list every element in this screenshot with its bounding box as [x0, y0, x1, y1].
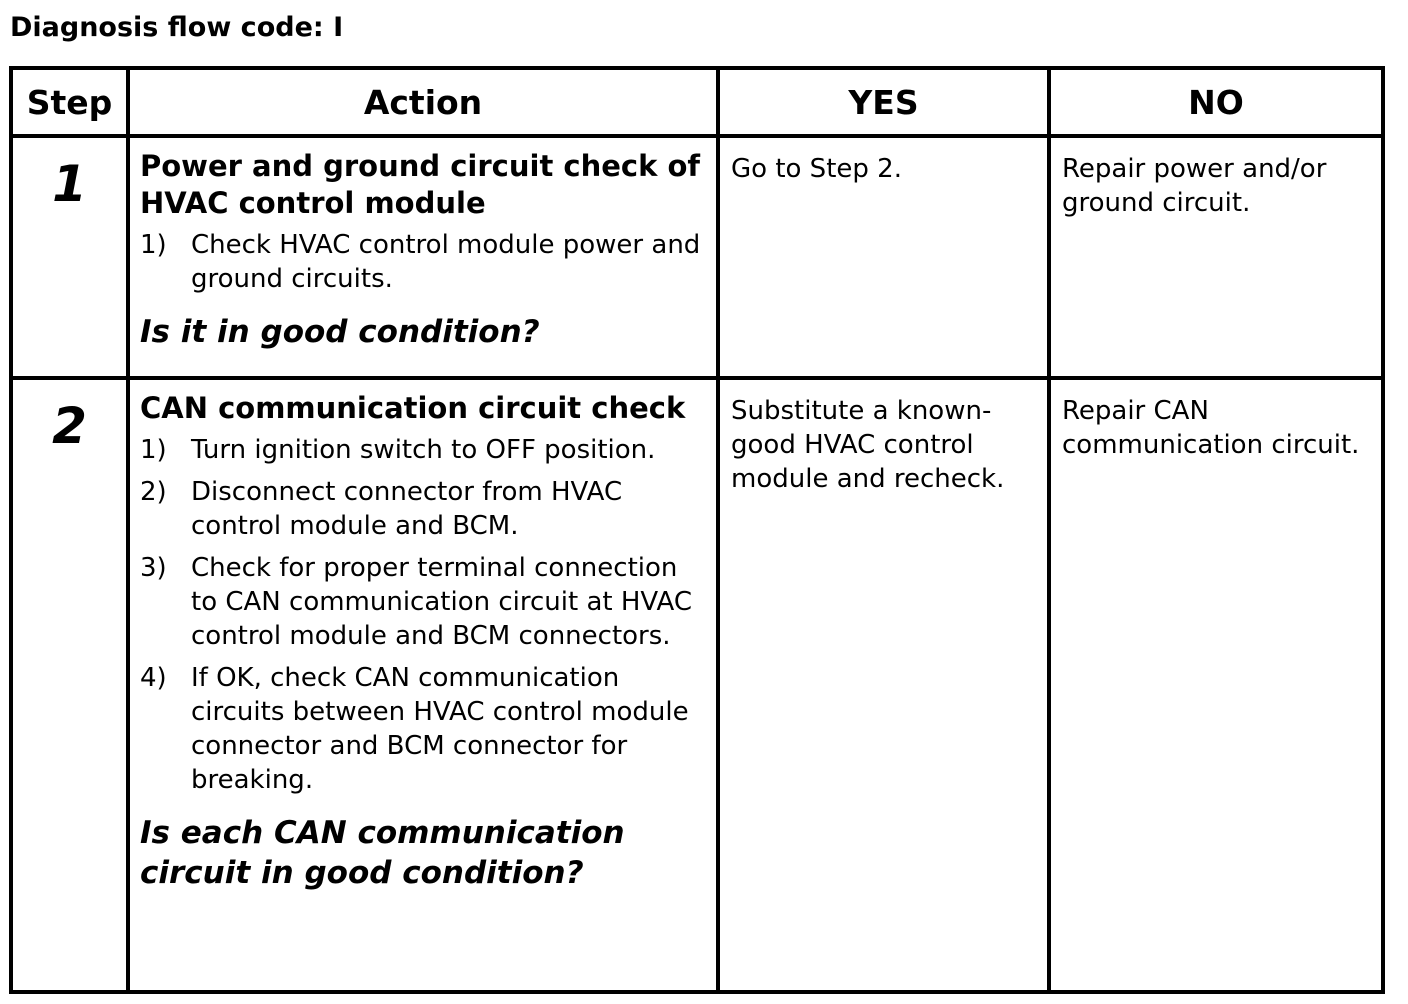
step-number: 2: [11, 378, 128, 992]
header-row: [11, 68, 1383, 136]
table-row: [11, 378, 1383, 992]
yes-cell: Go to Step 2.: [718, 136, 1049, 378]
sub-step-text: Check for proper terminal connection to CAN communication circuit at HVAC control module and BCM connectors.: [191, 553, 692, 651]
action-heading: CAN communication circuit check: [140, 391, 686, 425]
yes-cell: Substitute a known-good HVAC control module and recheck.: [718, 378, 1049, 992]
sub-step-list: [140, 228, 706, 296]
sub-step: [140, 228, 706, 296]
sub-step-number: 1): [140, 435, 167, 465]
sub-step-text: Check HVAC control module power and ground circuits.: [191, 230, 701, 294]
action-cell: [128, 378, 718, 992]
sub-step: [140, 433, 706, 467]
sub-step-text: If OK, check CAN communication circuits between HVAC control module connector and BCM connector for breaking.: [191, 663, 689, 795]
sub-step: [140, 661, 706, 797]
sub-step-number: 4): [140, 663, 167, 693]
sub-step: [140, 551, 706, 653]
sub-step-number: 1): [140, 230, 167, 260]
action-cell: [128, 136, 718, 378]
header-step: Step: [11, 68, 128, 136]
page-title: Diagnosis flow code: I: [10, 12, 344, 43]
sub-step-number: 3): [140, 553, 167, 583]
sub-step: [140, 475, 706, 543]
action-question: Is it in good condition?: [140, 314, 540, 350]
table-row: [11, 136, 1383, 378]
action-question: Is each CAN communication circuit in good condition?: [140, 815, 625, 891]
header-action: Action: [128, 68, 718, 136]
step-number: 1: [11, 136, 128, 378]
action-heading: Power and ground circuit check of HVAC control module: [140, 149, 701, 220]
no-cell: Repair power and/or ground circuit.: [1049, 136, 1383, 378]
diagnosis-flow-table: [9, 66, 1385, 994]
header-yes: YES: [718, 68, 1049, 136]
sub-step-number: 2): [140, 477, 167, 507]
header-no: NO: [1049, 68, 1383, 136]
sub-step-text: Disconnect connector from HVAC control module and BCM.: [191, 477, 623, 541]
sub-step-list: [140, 433, 706, 797]
no-cell: Repair CAN communication circuit.: [1049, 378, 1383, 992]
sub-step-text: Turn ignition switch to OFF position.: [191, 435, 656, 465]
